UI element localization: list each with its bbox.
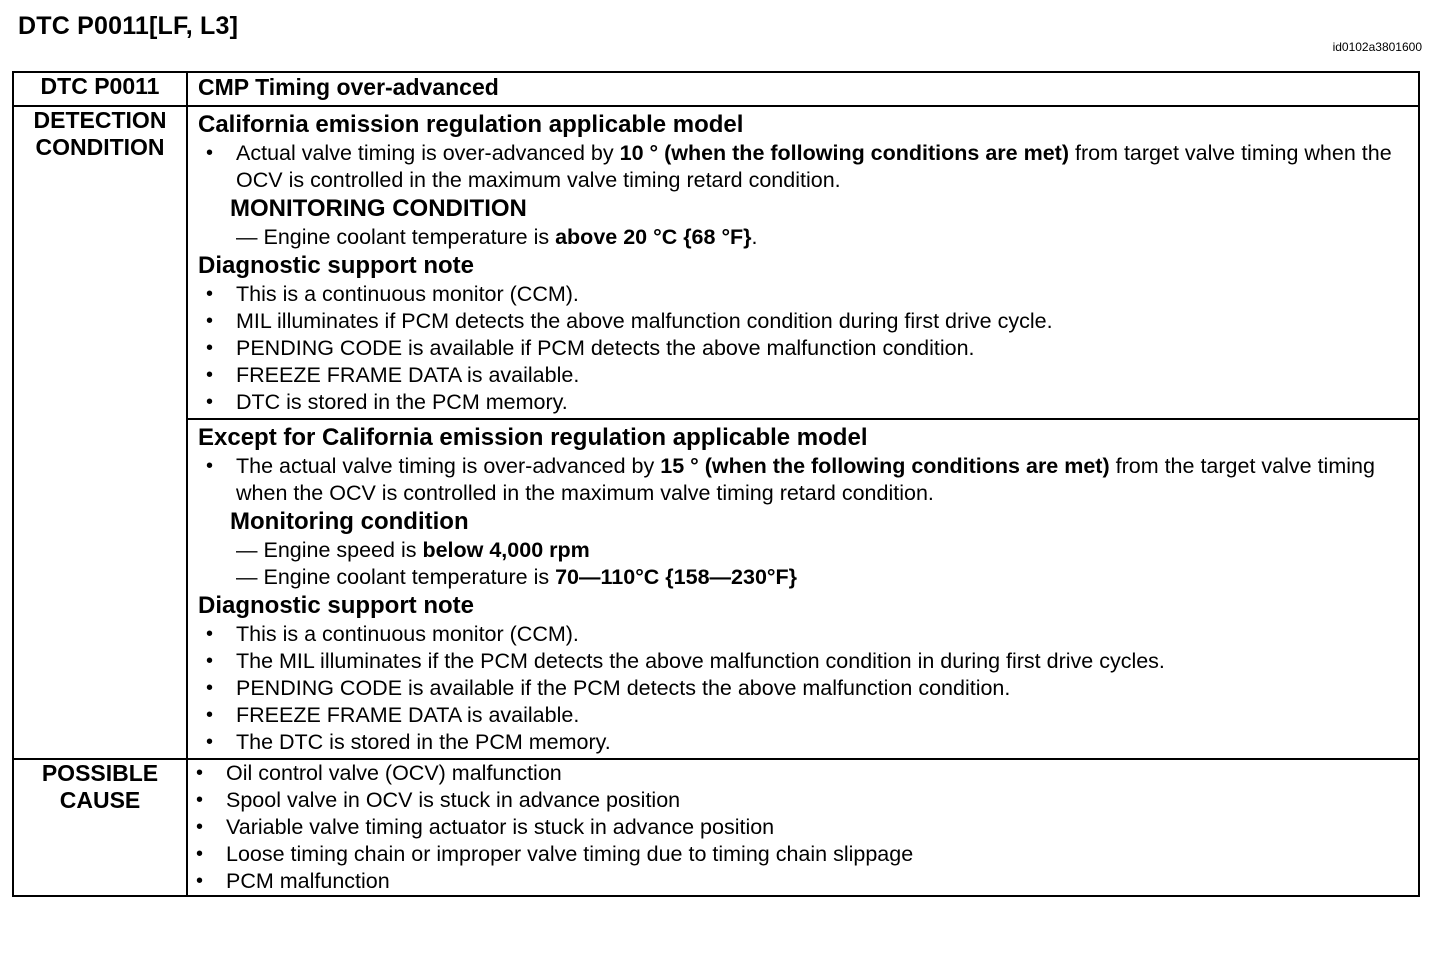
cause-label-line1: POSSIBLE [41,760,159,786]
except-note-heading: Diagnostic support note [198,592,474,619]
text-part: . [751,225,758,249]
bold-part: 70—110°C {158—230°F} [555,565,798,589]
detection-label-line1: DETECTION [33,107,167,133]
except-section [188,420,1418,758]
text-part: The actual valve timing is over-advanced by [236,454,661,478]
text-part: — Engine speed is [236,538,423,562]
list-item: • Spool valve in OCV is stuck in advance position [188,787,1418,814]
page-title: DTC P0011[LF, L3] [18,12,239,40]
detection-condition-label [13,106,187,759]
list-item: • PCM malfunction [188,868,1418,895]
except-monitoring-heading: Monitoring condition [230,508,469,535]
list-item: • PENDING CODE is available if PCM detects the above malfunction condition. [198,335,1408,362]
text-part: — Engine coolant temperature is [236,565,556,589]
list-item: • PENDING CODE is available if the PCM detects the above malfunction condition. [198,675,1408,702]
california-main-list [198,140,1408,194]
california-monitoring-heading: MONITORING CONDITION [230,195,527,222]
except-main-bullet [198,453,1408,507]
list-item: • This is a continuous monitor (CCM). [198,621,1408,648]
possible-cause-label [13,759,187,896]
california-monitoring-item [198,224,1408,251]
header-row [13,72,1419,106]
bold-part: above 20 °C {68 °F} [555,225,752,249]
detection-row [13,106,1419,759]
except-monitoring-item [198,537,1408,564]
list-item: • MIL illuminates if PCM detects the above malfunction condition during first drive cycle. [198,308,1408,335]
california-section [188,107,1418,418]
text-part: from the target valve timing when the OCV is controlled in the maximum valve timing retard condition. [236,454,1375,505]
except-monitoring-item [198,564,1408,591]
possible-cause-cell [187,759,1419,896]
dtc-code-cell: DTC P0011 [13,72,187,106]
cause-list [188,760,1418,895]
dtc-description-cell [187,72,1419,106]
list-item: • Loose timing chain or improper valve timing due to timing chain slippage [188,841,1418,868]
bold-part: 10 ° (when the following conditions are met) [619,141,1069,165]
bold-part: below 4,000 rpm [422,538,590,562]
bold-part: 15 ° (when the following conditions are met) [660,454,1110,478]
cause-label-line2: CAUSE [59,787,141,813]
california-main-bullet [198,140,1408,194]
california-notes-list [198,281,1408,416]
california-note-heading: Diagnostic support note [198,252,474,279]
dtc-description: CMP Timing over-advanced [198,74,499,100]
list-item: • FREEZE FRAME DATA is available. [198,362,1408,389]
list-item: • The MIL illuminates if the PCM detects the above malfunction condition in during first drive cycles. [198,648,1408,675]
except-notes-list [198,621,1408,756]
text-part: Actual valve timing is over-advanced by [236,141,620,165]
dtc-table [12,71,1420,897]
list-item: • The DTC is stored in the PCM memory. [198,729,1408,756]
list-item: • This is a continuous monitor (CCM). [198,281,1408,308]
text-part: — Engine coolant temperature is [236,225,556,249]
list-item: • Oil control valve (OCV) malfunction [188,760,1418,787]
detection-label-line2: CONDITION [35,134,165,160]
list-item: • Variable valve timing actuator is stuck in advance position [188,814,1418,841]
list-item: • FREEZE FRAME DATA is available. [198,702,1408,729]
possible-cause-row [13,759,1419,896]
document-id: id0102a3801600 [1332,40,1422,54]
except-main-list [198,453,1408,507]
detection-condition-cell [187,106,1419,759]
list-item: • DTC is stored in the PCM memory. [198,389,1408,416]
california-heading: California emission regulation applicable model [198,111,744,138]
text-part: from target valve timing when the OCV is controlled in the maximum valve timing retard condition. [236,141,1392,192]
except-heading: Except for California emission regulation applicable model [198,424,868,451]
